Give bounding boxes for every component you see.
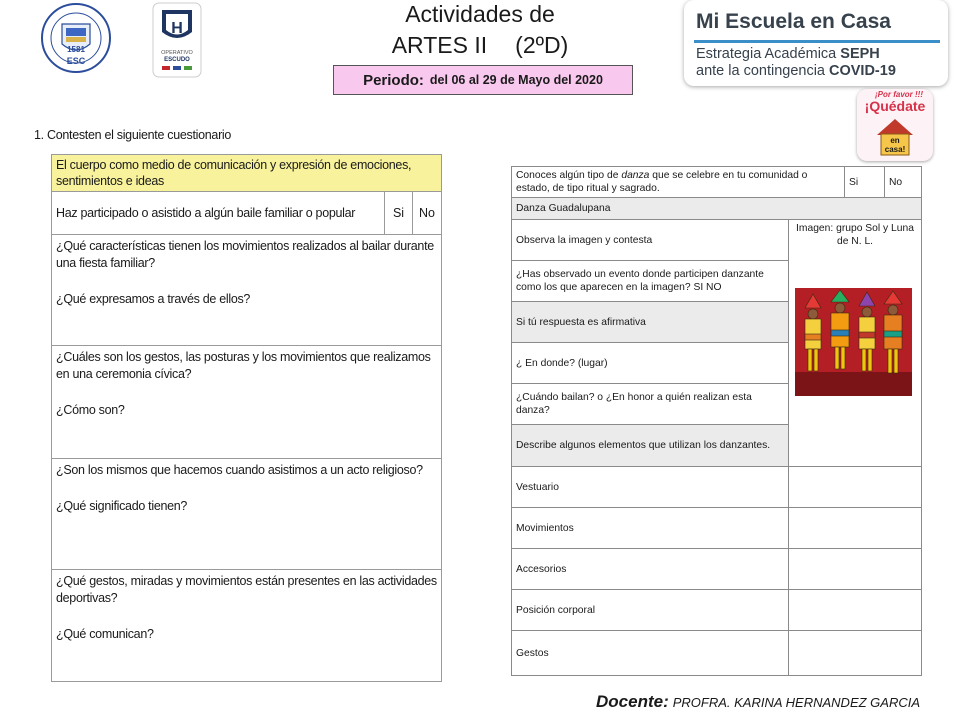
question-2a: ¿Cuáles son los gestos, las posturas y los movimientos que realizamos en una ceremonia cívica? xyxy=(56,350,431,381)
question-block-1[interactable] xyxy=(51,234,442,346)
period-label: Periodo: xyxy=(363,71,424,89)
svg-text:OPERATIVO: OPERATIVO xyxy=(161,50,193,56)
quedate-top: ¡Por favor !!! xyxy=(875,90,923,99)
answer-movimientos[interactable] xyxy=(788,507,922,549)
donde-question: ¿ En donde? (lugar) xyxy=(511,342,789,384)
element-vestuario: Vestuario xyxy=(511,466,789,508)
svg-text:ESC: ESC xyxy=(66,56,86,66)
brand-line2: ante la contingencia COVID-19 xyxy=(696,63,896,79)
danza-question: Conoces algún tipo de danza que se celebre en tu comunidad o estado, de tipo ritual y sagrado. xyxy=(511,166,845,198)
svg-text:ESCUDO: ESCUDO xyxy=(164,57,190,63)
title-line1: Actividades de xyxy=(405,1,555,27)
danza-no-option[interactable]: No xyxy=(884,166,922,198)
row1-question: Haz participado o asistido a algún baile familiar o popular xyxy=(51,191,385,235)
docente-signature xyxy=(596,692,920,712)
question-4a: ¿Qué gestos, miradas y movimientos están presentes en las actividades deportivas? xyxy=(56,574,437,605)
answer-accesorios[interactable] xyxy=(788,548,922,590)
answer-posicion-corporal[interactable] xyxy=(788,589,922,631)
svg-text:H: H xyxy=(171,20,183,37)
brand-line1: Estrategia Académica SEPH xyxy=(696,46,880,62)
dancers-photo xyxy=(795,288,912,396)
brand-title: Mi Escuela en Casa xyxy=(696,10,891,33)
question-block-2[interactable] xyxy=(51,345,442,459)
element-movimientos: Movimientos xyxy=(511,507,789,549)
quedate-main: ¡Quédate xyxy=(864,98,926,114)
question-1a: ¿Qué características tienen los movimientos realizados al bailar durante una fiesta familiar? xyxy=(56,239,434,270)
afirmativa-question: Si tú respuesta es afirmativa xyxy=(511,301,789,343)
docente-name: PROFRA. KARINA HERNANDEZ GARCIA xyxy=(672,695,921,710)
period-value: del 06 al 29 de Mayo del 2020 xyxy=(429,73,603,87)
svg-text:1581: 1581 xyxy=(67,45,85,54)
danza-yes-option[interactable]: Si xyxy=(844,166,885,198)
svg-text:casa!: casa! xyxy=(884,145,906,154)
row1-no-option[interactable]: No xyxy=(412,191,442,235)
cuando-question: ¿Cuándo bailan? o ¿En honor a quién realizan esta danza? xyxy=(511,383,789,425)
danza-name: Danza Guadalupana xyxy=(511,197,922,220)
evento-question: ¿Has observado un evento donde participen danzante como los que aparecen en la imagen? SI NO xyxy=(511,260,789,302)
period-box xyxy=(333,65,633,95)
describe-question: Describe algunos elementos que utilizan los danzantes. xyxy=(511,424,789,467)
title-line2 xyxy=(340,31,620,59)
title-grade: (2ºD) xyxy=(515,32,569,58)
left-table-heading: El cuerpo como medio de comunicación y expresión de emociones, sentimientos e ideas xyxy=(51,154,442,192)
brand-divider xyxy=(694,40,940,43)
operativo-escudo-logo xyxy=(152,2,202,78)
observe-instruction: Observa la imagen y contesta xyxy=(511,219,789,261)
row1-yes-option[interactable]: Si xyxy=(384,191,413,235)
mi-escuela-en-casa-banner xyxy=(684,0,948,86)
question-block-4[interactable] xyxy=(51,569,442,682)
docente-label: Docente: xyxy=(596,692,669,711)
question-4b: ¿Qué comunican? xyxy=(56,627,154,641)
quedate-en-casa-badge xyxy=(857,89,933,161)
image-caption: Imagen: grupo Sol y Luna de N. L. xyxy=(796,223,914,247)
element-accesorios: Accesorios xyxy=(511,548,789,590)
answer-vestuario[interactable] xyxy=(788,466,922,508)
title-subject: ARTES II xyxy=(391,32,488,58)
element-posicion-corporal: Posición corporal xyxy=(511,589,789,631)
question-block-3[interactable] xyxy=(51,458,442,570)
question-3a: ¿Son los mismos que hacemos cuando asistimos a un acto religioso? xyxy=(56,463,423,477)
element-gestos: Gestos xyxy=(511,630,789,676)
question-1b: ¿Qué expresamos a través de ellos? xyxy=(56,292,251,306)
school-seal xyxy=(40,2,112,74)
svg-text:en: en xyxy=(890,136,900,145)
instruction: 1. Contesten el siguiente cuestionario xyxy=(34,128,232,142)
answer-gestos[interactable] xyxy=(788,630,922,676)
house-icon xyxy=(875,117,915,157)
question-3b: ¿Qué significado tienen? xyxy=(56,499,188,513)
question-2b: ¿Cómo son? xyxy=(56,403,125,417)
